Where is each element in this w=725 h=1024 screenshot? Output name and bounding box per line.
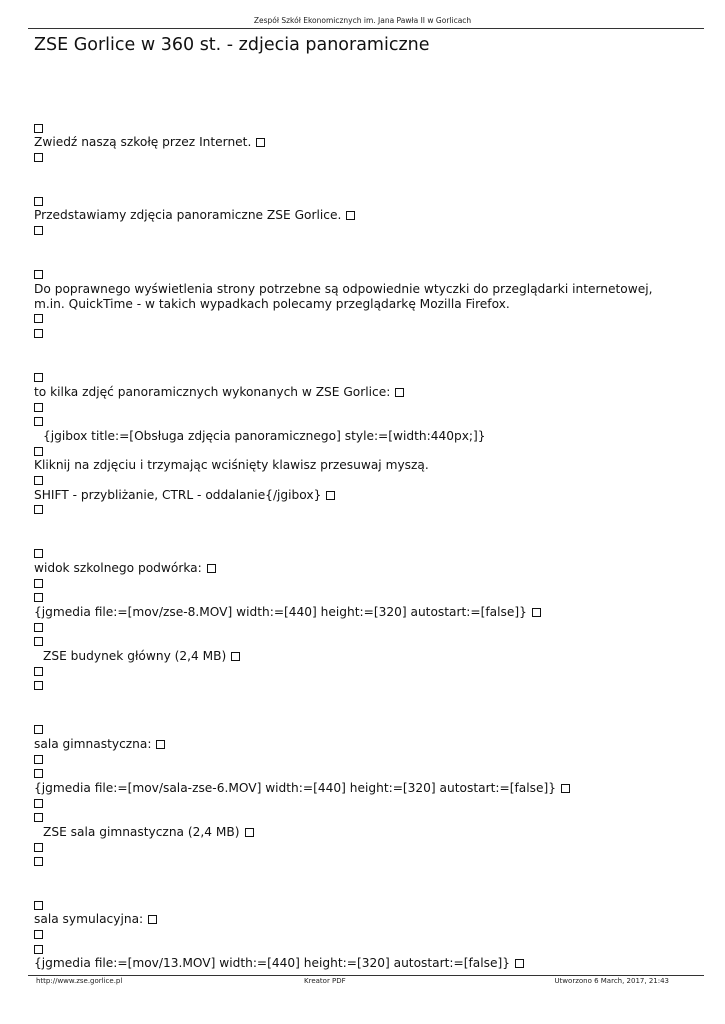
footer-created: Utworzono 6 March, 2017, 21:43	[554, 977, 669, 985]
box-placeholder	[156, 740, 165, 749]
photos-intro-line	[34, 385, 404, 400]
box-placeholder	[34, 752, 43, 767]
box-placeholder	[34, 473, 43, 488]
box-placeholder	[515, 959, 524, 968]
section-yard-line	[34, 561, 216, 576]
footer-generator: Kreator PDF	[304, 977, 346, 985]
section-gym-caption: ZSE sala gimnastyczna (2,4 MB)	[43, 825, 240, 839]
section-sim-label: sala symulacyjna:	[34, 912, 144, 926]
box-placeholder	[231, 652, 240, 661]
intro-text-2: Przedstawiamy zdjęcia panoramiczne ZSE Gorlice.	[34, 208, 342, 222]
box-placeholder	[326, 491, 335, 500]
box-placeholder	[34, 326, 43, 341]
box-placeholder	[34, 840, 43, 855]
box-placeholder	[34, 664, 43, 679]
box-placeholder	[148, 915, 157, 924]
box-placeholder	[34, 620, 43, 635]
instructions-text-2: SHIFT - przybliżanie, CTRL - oddalanie{/jgibox}	[34, 488, 322, 502]
box-placeholder	[34, 678, 43, 693]
box-placeholder	[34, 546, 43, 561]
box-placeholder	[34, 414, 43, 429]
section-yard-media-line	[34, 605, 541, 620]
box-placeholder	[532, 608, 541, 617]
intro-text-1: Zwiedź naszą szkołę przez Internet.	[34, 135, 252, 149]
box-placeholder	[34, 898, 43, 913]
plugins-text-2: m.in. QuickTime - w takich wypadkach polecamy przeglądarkę Mozilla Firefox.	[34, 297, 510, 311]
box-placeholder	[34, 810, 43, 825]
section-gym-media: {jgmedia file:=[mov/sala-zse-6.MOV] width:=[440] height:=[320] autostart:=[false]}	[34, 781, 556, 795]
box-placeholder	[34, 223, 43, 238]
box-placeholder	[34, 370, 43, 385]
box-placeholder	[256, 138, 265, 147]
section-gym-line	[34, 737, 165, 752]
box-placeholder	[34, 267, 43, 282]
box-placeholder	[207, 564, 216, 573]
box-placeholder	[34, 502, 43, 517]
section-sim-media: {jgmedia file:=[mov/13.MOV] width:=[440] height:=[320] autostart:=[false]}	[34, 956, 510, 970]
box-placeholder	[34, 634, 43, 649]
footer-url: http://www.zse.gorlice.pl	[36, 977, 123, 985]
section-sim-line	[34, 912, 157, 927]
instructions-line	[34, 488, 335, 503]
section-yard-media: {jgmedia file:=[mov/zse-8.MOV] width:=[440] height:=[320] autostart:=[false]}	[34, 605, 527, 619]
intro-line	[34, 135, 265, 150]
box-placeholder	[34, 576, 43, 591]
box-placeholder	[34, 854, 43, 869]
box-placeholder	[34, 766, 43, 781]
section-gym-label: sala gimnastyczna:	[34, 737, 152, 751]
box-placeholder	[34, 121, 43, 136]
box-placeholder	[34, 444, 43, 459]
box-placeholder	[34, 942, 43, 957]
box-placeholder	[34, 927, 43, 942]
section-gym-caption-line	[43, 825, 254, 840]
box-placeholder	[34, 194, 43, 209]
box-placeholder	[346, 211, 355, 220]
footer-divider	[28, 975, 704, 976]
header-divider	[28, 28, 704, 29]
page-header-school-name: Zespół Szkół Ekonomicznych im. Jana Pawła II w Gorlicach	[253, 16, 472, 25]
box-placeholder	[34, 400, 43, 415]
section-gym-media-line	[34, 781, 570, 796]
page-title: ZSE Gorlice w 360 st. - zdjecia panoramiczne	[34, 35, 430, 55]
section-yard-caption-line	[43, 649, 240, 664]
box-placeholder	[34, 150, 43, 165]
section-yard-label: widok szkolnego podwórka:	[34, 561, 202, 575]
box-placeholder	[34, 590, 43, 605]
photos-intro-text: to kilka zdjęć panoramicznych wykonanych w ZSE Gorlice:	[34, 385, 391, 399]
box-placeholder	[34, 311, 43, 326]
jgibox-open-text: {jgibox title:=[Obsługa zdjęcia panoramicznego] style:=[width:440px;]}	[43, 429, 486, 443]
plugins-text-1: Do poprawnego wyświetlenia strony potrzebne są odpowiednie wtyczki do przeglądarki internetowej,	[34, 282, 653, 296]
box-placeholder	[34, 722, 43, 737]
box-placeholder	[395, 388, 404, 397]
intro-line	[34, 208, 355, 223]
box-placeholder	[561, 784, 570, 793]
box-placeholder	[245, 828, 254, 837]
instructions-text-1: Kliknij na zdjęciu i trzymając wciśnięty klawisz przesuwaj myszą.	[34, 458, 429, 472]
section-sim-media-line	[34, 956, 524, 971]
box-placeholder	[34, 796, 43, 811]
section-yard-caption: ZSE budynek główny (2,4 MB)	[43, 649, 227, 663]
